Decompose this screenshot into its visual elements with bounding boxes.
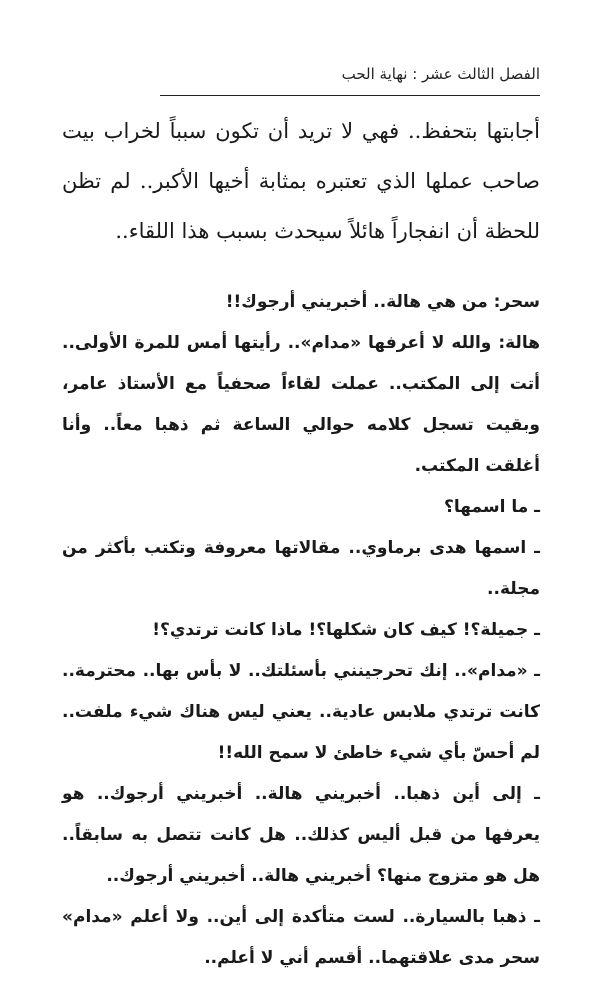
running-header: الفصل الثالث عشر : نهاية الحب xyxy=(341,65,540,83)
intro-paragraph: أجابتها بتحفظ.. فهي لا تريد أن تكون سبباً لخراب بيت صاحب عملها الذي تعتبره بمثابة أخيها الأكبر.. لم تظن للحظة أن انفجاراً هائلاً سيحدث بسبب هذا اللقاء.. xyxy=(62,119,540,243)
dialogue-section xyxy=(62,282,540,979)
dialogue-line: ـ جميلة؟! كيف كان شكلها؟! ماذا كانت ترتدي؟! xyxy=(152,620,540,640)
dialogue-line: ـ إلى أين ذهبا.. أخبريني هالة.. أخبريني أرجوك.. هو يعرفها من قبل أليس كذلك.. هل كانت تتصل به سابقاً.. هل هو متزوج منها؟ أخبريني هالة.. أخبريني أرجوك.. xyxy=(62,784,540,886)
dialogue-line: ـ اسمها هدى برماوي.. مقالاتها معروفة وتكتب بأكثر من مجلة.. xyxy=(62,538,540,599)
dialogue-line: ـ «مدام».. إنك تحرجينني بأسئلتك.. لا بأس بها.. محترمة.. كانت ترتدي ملابس عادية.. يعني ليس هناك شيء ملفت.. لم أحسّ بأي شيء خاطئ لا سمح الله!! xyxy=(62,661,540,763)
dialogue-line: هالة: والله لا أعرفها «مدام».. رأيتها أمس للمرة الأولى.. أتت إلى المكتب.. عملت لقاءاً صحفياً مع الأستاذ عامر، وبقيت تسجل كلامه حوالي الساعة ثم ذهبا معاً.. وأنا أغلقت المكتب. xyxy=(62,333,540,476)
header-rule xyxy=(160,95,540,96)
dialogue-line: ـ ما اسمها؟ xyxy=(444,497,540,517)
dialogue-line: سحر: من هي هالة.. أخبريني أرجوك!! xyxy=(225,292,540,312)
dialogue-line: ـ ذهبا بالسيارة.. لست متأكدة إلى أين.. ولا أعلم «مدام» سحر مدى علاقتهما.. أقسم أني لا أعلم.. xyxy=(62,907,540,968)
